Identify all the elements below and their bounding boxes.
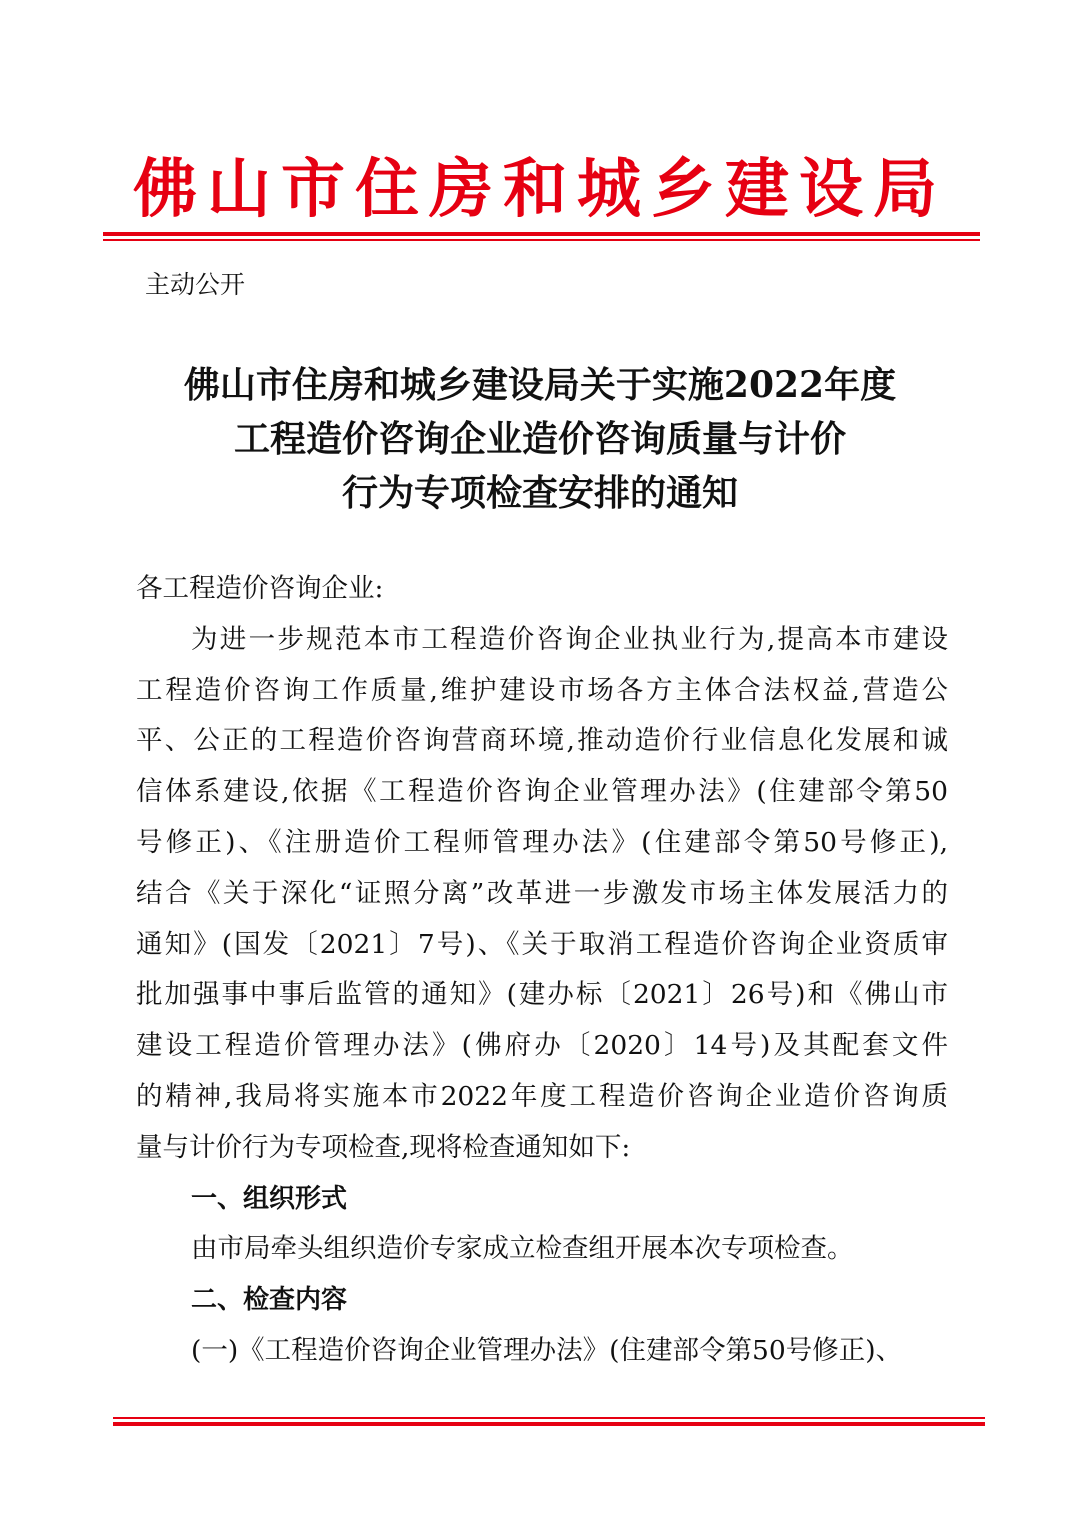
paragraph-line: 通知》(国发〔2021〕7号)、《关于取消工程造价咨询企业资质审 bbox=[136, 928, 948, 960]
paragraph-line: 信体系建设,依据《工程造价咨询企业管理办法》(住建部令第50 bbox=[136, 776, 948, 808]
footer-rule-thick bbox=[113, 1422, 985, 1426]
paragraph-line: 号修正)、《注册造价工程师管理办法》(住建部令第50号修正), bbox=[136, 826, 948, 858]
title-line-3: 行为专项检查安排的通知 bbox=[341, 472, 738, 514]
section-item: (一)《工程造价咨询企业管理办法》(住建部令第50号修正)、 bbox=[191, 1334, 903, 1366]
paragraph-line: 平、公正的工程造价咨询营商环境,推动造价行业信息化发展和诚 bbox=[136, 725, 948, 757]
title-line-2: 工程造价咨询企业造价咨询质量与计价 bbox=[233, 418, 846, 460]
agency-letterhead: 佛山市住房和城乡建设局 bbox=[133, 152, 947, 227]
letterhead-rule-thick bbox=[103, 232, 980, 236]
disclosure-label: 主动公开 bbox=[145, 270, 246, 299]
document-body bbox=[136, 564, 948, 1377]
paragraph-line: 结合《关于深化“证照分离”改革进一步激发市场主体发展活力的 bbox=[136, 877, 948, 909]
paragraph-line: 量与计价行为专项检查,现将检查通知如下: bbox=[136, 1131, 631, 1163]
section-heading: 二、检查内容 bbox=[191, 1285, 348, 1316]
paragraph-line: 的精神,我局将实施本市2022年度工程造价咨询企业造价咨询质 bbox=[136, 1080, 948, 1112]
letterhead-rule-thin bbox=[103, 239, 980, 241]
paragraph-line: 批加强事中事后监管的通知》(建办标〔2021〕26号)和《佛山市 bbox=[136, 979, 948, 1011]
paragraph-line: 为进一步规范本市工程造价咨询企业执业行为,提高本市建设 bbox=[191, 623, 948, 655]
salutation: 各工程造价咨询企业: bbox=[136, 573, 384, 604]
document-title bbox=[80, 358, 1000, 520]
paragraph-line: 建设工程造价管理办法》(佛府办〔2020〕14号)及其配套文件 bbox=[136, 1030, 948, 1062]
section-text: 由市局牵头组织造价专家成立检查组开展本次专项检查。 bbox=[191, 1233, 854, 1265]
title-line-1: 佛山市住房和城乡建设局关于实施2022年度 bbox=[183, 364, 897, 406]
section-heading: 一、组织形式 bbox=[191, 1183, 348, 1214]
paragraph-line: 工程造价咨询工作质量,维护建设市场各方主体合法权益,营造公 bbox=[136, 674, 948, 706]
footer-rule-thin bbox=[113, 1417, 985, 1419]
